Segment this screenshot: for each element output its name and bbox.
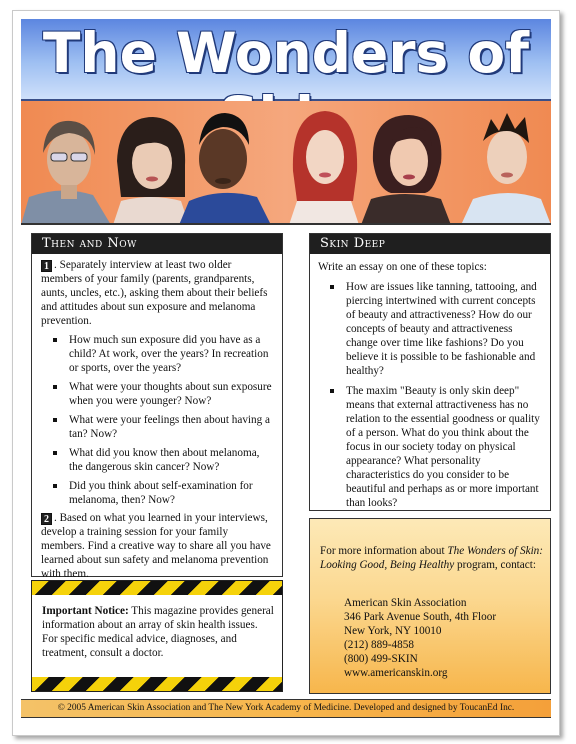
essay-topics-list — [318, 280, 542, 510]
item-2-paragraph — [41, 511, 274, 581]
list-item: What were your thoughts about sun exposure when you were younger? Now? — [41, 380, 274, 408]
notice-body — [42, 604, 274, 660]
flyer-page — [12, 10, 560, 736]
street-address: 346 Park Avenue South, 4th Floor — [344, 611, 497, 623]
then-and-now-body — [32, 254, 282, 581]
skin-deep-heading: Skin Deep — [310, 234, 550, 254]
info-intro — [320, 544, 545, 572]
list-item: How much sun exposure did you have as a child? At work, over the years? In recreation or sports, over the years? — [41, 333, 274, 375]
person-sunglasses-figure — [21, 121, 111, 225]
program-title: The Wonders of Skin: Looking Good, Being Healthy — [320, 545, 543, 571]
phone-number: (212) 889-4858 — [344, 639, 414, 651]
contact-address — [344, 596, 544, 680]
list-item: What did you know then about melanoma, the dangerous skin cancer? Now? — [41, 446, 274, 474]
then-and-now-heading: Then and Now — [32, 234, 282, 254]
person-red-hair-figure — [289, 111, 359, 225]
person-young-man-figure — [179, 113, 271, 225]
item-2-text: . Based on what you learned in your interviews, develop a training session for your family members. Find a creative way to share all you have learned about sun safety and melanoma prevention with them. — [41, 512, 271, 580]
title-banner — [21, 19, 551, 101]
skin-deep-body — [310, 254, 550, 510]
list-item: The maxim "Beauty is only skin deep" means that external attractiveness has no relation to the essential goodness or quality of a person. What do you think about the focus in our society today on physical appearance? What personality characteristics do you consider to be beautiful and perhaps as or more important than looks? — [318, 384, 542, 510]
org-name: American Skin Association — [344, 597, 467, 609]
hazard-stripe-bottom — [32, 677, 282, 691]
page-title: The Wonders of — [42, 21, 530, 85]
city-state-zip: New York, NY 10010 — [344, 625, 442, 637]
then-and-now-panel — [31, 233, 283, 580]
notice-label: Important Notice: — [42, 605, 129, 617]
step-2-badge: 2 — [41, 513, 52, 525]
hazard-stripe-top — [32, 581, 282, 595]
more-info-box — [309, 518, 551, 694]
important-notice-box — [31, 580, 283, 692]
essay-intro: Write an essay on one of these topics: — [318, 261, 487, 273]
toll-free-number: (800) 499-SKIN — [344, 653, 418, 665]
item-1-text: . Separately interview at least two older members of your family (parents, grandparents, aunts, uncles, etc.), asking them about their beliefs and attitudes about sun exposure and melanoma prevention. — [41, 259, 268, 327]
step-1-badge: 1 — [41, 260, 52, 272]
teens-illustration — [21, 101, 551, 225]
skin-deep-panel — [309, 233, 551, 511]
list-item: What were your feelings then about having a tan? Now? — [41, 413, 274, 441]
item-1-paragraph — [41, 258, 274, 328]
website-link[interactable]: www.americanskin.org — [344, 667, 448, 679]
person-girl-bangs-figure — [113, 117, 189, 225]
person-spiky-hair-figure — [461, 113, 551, 225]
person-bob-hair-figure — [361, 115, 451, 225]
copyright-footer: © 2005 American Skin Association and The New York Academy of Medicine. Developed and designed by ToucanEd Inc. — [21, 699, 551, 718]
interview-questions-list — [41, 333, 274, 507]
info-intro-after: program, contact: — [454, 559, 536, 571]
notice-text: This magazine provides general information about an array of skin health issues. For specific medical advice, diagnoses, and treatment, consult a doctor. — [42, 605, 274, 659]
info-intro-before: For more information about — [320, 545, 448, 557]
list-item: Did you think about self-examination for melanoma, then? Now? — [41, 479, 274, 507]
list-item: How are issues like tanning, tattooing, and piercing intertwined with current concepts of beauty and attractiveness? How do our concepts of beauty and attractiveness change over time like fashions? Do you believe it is possible to be fashionable and healthy? — [318, 280, 542, 378]
